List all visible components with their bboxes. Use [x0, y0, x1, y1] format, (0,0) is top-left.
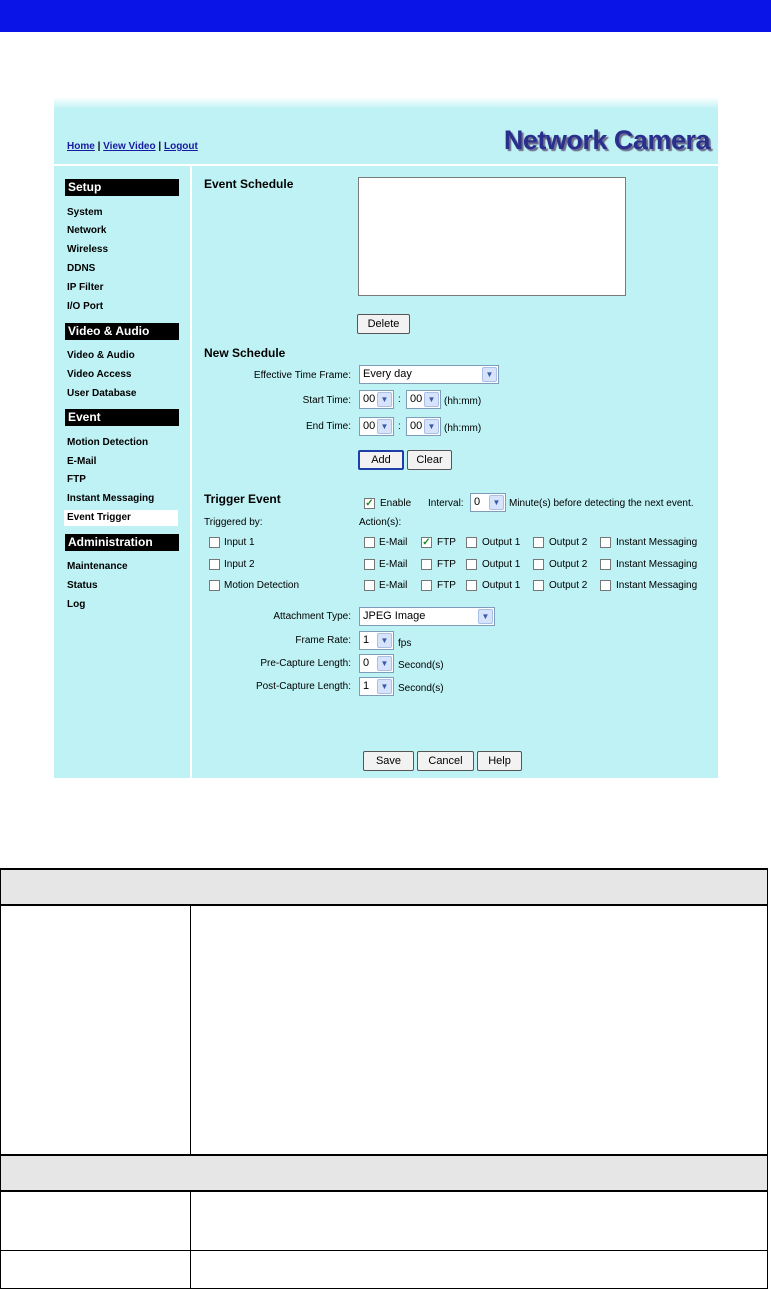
enable-label: Enable — [380, 498, 412, 509]
input2-output1-checkbox[interactable] — [466, 559, 477, 570]
sidebar-item-log[interactable]: Log — [67, 599, 86, 610]
view-video-link[interactable]: View Video — [103, 141, 156, 152]
post-capture-select[interactable]: 1 ▼ — [359, 677, 394, 696]
sidebar-item-instant-messaging[interactable]: Instant Messaging — [67, 493, 155, 504]
sidebar-item-event-trigger[interactable]: Event Trigger — [64, 510, 178, 526]
sidebar-item-video-audio[interactable]: Video & Audio — [67, 350, 135, 361]
sidebar-item-ddns[interactable]: DDNS — [67, 263, 96, 274]
frame-rate-select[interactable]: 1 ▼ — [359, 631, 394, 650]
enable-checkbox[interactable]: ✓ — [365, 498, 374, 509]
save-button[interactable]: Save — [363, 751, 414, 771]
actions-label: Action(s): — [359, 517, 402, 528]
input1-checkbox[interactable] — [209, 537, 220, 548]
sidebar-item-status[interactable]: Status — [67, 580, 98, 591]
input1-output2-checkbox[interactable] — [533, 537, 544, 548]
new-schedule-title: New Schedule — [204, 346, 286, 360]
top-nav: Home | View Video | Logout — [67, 141, 198, 152]
sidebar-item-maintenance[interactable]: Maintenance — [67, 561, 128, 572]
add-button[interactable]: Add — [358, 450, 404, 470]
motion-detection-checkbox[interactable] — [209, 580, 220, 591]
sidebar-heading-event: Event — [65, 409, 179, 426]
table-header-row — [1, 1155, 768, 1191]
motion-output1-checkbox[interactable] — [466, 580, 477, 591]
chevron-down-icon: ▼ — [377, 679, 392, 694]
motion-im-checkbox[interactable] — [600, 580, 611, 591]
document-table — [0, 868, 768, 1289]
interval-suffix: Minute(s) before detecting the next event. — [509, 498, 694, 509]
post-capture-unit: Second(s) — [398, 683, 444, 694]
attachment-type-select[interactable]: JPEG Image ▼ — [359, 607, 495, 626]
table-header-row — [1, 869, 768, 905]
sidebar-item-user-database[interactable]: User Database — [67, 388, 137, 399]
chevron-down-icon: ▼ — [478, 609, 493, 624]
end-time-format-hint: (hh:mm) — [444, 423, 482, 434]
motion-output2-checkbox[interactable] — [533, 580, 544, 591]
pre-capture-label: Pre-Capture Length: — [260, 658, 351, 669]
start-hour-select[interactable]: 00 ▼ — [359, 390, 394, 409]
motion-detection-label: Motion Detection — [224, 580, 300, 591]
input1-output1-checkbox[interactable] — [466, 537, 477, 548]
chevron-down-icon: ▼ — [377, 656, 392, 671]
input2-ftp-checkbox[interactable] — [421, 559, 432, 570]
table-row — [1, 1191, 768, 1250]
input2-label: Input 2 — [224, 559, 255, 570]
input1-im-checkbox[interactable] — [600, 537, 611, 548]
fps-label: fps — [398, 638, 412, 649]
interval-select[interactable]: 0 ▼ — [470, 493, 506, 512]
end-minute-select[interactable]: 00 ▼ — [406, 417, 441, 436]
sidebar-heading-administration: Administration — [65, 534, 179, 551]
input1-ftp-checkbox[interactable]: ✓ — [422, 537, 431, 548]
post-capture-label: Post-Capture Length: — [255, 681, 351, 692]
chevron-down-icon: ▼ — [424, 419, 439, 434]
sidebar-item-wireless[interactable]: Wireless — [67, 244, 109, 255]
sidebar-divider — [190, 166, 192, 778]
sidebar-item-network[interactable]: Network — [67, 225, 107, 236]
camera-web-ui: Home | View Video | Logout Network Camera Setup System Network Wireless DDNS IP Filter I/O Port Video & Audio Video & Audio Video Access User Database Event Motion Detection E-Mail FTP Instant Messaging Event Trigger Administration Maintenance Status Log Event Schedule Delete New Schedule Effective Time Frame: Every day ▼ Start Time: 00 ▼ : 00 ▼ (hh:mm) End Time: 00 ▼ : 00 ▼ (hh:mm) Add Clear Trigger Event ✓ Enable Interval: 0 ▼ Minute(s) before detecting the next event. Triggered by: Action(s): Input 1 E-Mail ✓ FTP Output 1 Output 2 Instant Messaging Input 2 E-Mail FTP Output 1 Output 2 Instant Messaging Motion Detection E-Mail FTP Output 1 Output 2 Instant Messaging Attachment Type: JPEG Image ▼ Frame Rate: 1 ▼ fps Pre-Capture Length: 0 ▼ Second(s) Post-Capture Length: 1 ▼ Second(s) Save Cancel Help — [54, 97, 718, 778]
end-time-label: End Time: — [305, 421, 351, 432]
start-time-label: Start Time: — [302, 395, 351, 406]
pre-capture-unit: Second(s) — [398, 660, 444, 671]
sidebar-heading-video-audio: Video & Audio — [65, 323, 179, 340]
pre-capture-select[interactable]: 0 ▼ — [359, 654, 394, 673]
chevron-down-icon: ▼ — [424, 392, 439, 407]
chevron-down-icon: ▼ — [482, 367, 497, 382]
end-hour-select[interactable]: 00 ▼ — [359, 417, 394, 436]
input2-email-checkbox[interactable] — [364, 559, 375, 570]
chevron-down-icon: ▼ — [377, 419, 392, 434]
delete-button[interactable]: Delete — [357, 314, 410, 334]
start-minute-select[interactable]: 00 ▼ — [406, 390, 441, 409]
table-row — [1, 905, 768, 1155]
sidebar-item-io-port[interactable]: I/O Port — [67, 301, 104, 312]
chevron-down-icon: ▼ — [377, 392, 392, 407]
effective-time-frame-select[interactable]: Every day ▼ — [359, 365, 499, 384]
logout-link[interactable]: Logout — [163, 141, 198, 152]
top-banner — [0, 0, 771, 32]
trigger-event-title: Trigger Event — [204, 492, 281, 506]
start-time-format-hint: (hh:mm) — [444, 396, 482, 407]
network-camera-logo: Network Camera — [503, 125, 710, 155]
event-schedule-list[interactable] — [358, 177, 626, 296]
sidebar-item-system[interactable]: System — [67, 207, 103, 218]
help-button[interactable]: Help — [477, 751, 522, 771]
sidebar-heading-setup: Setup — [65, 179, 179, 196]
frame-rate-label: Frame Rate: — [295, 635, 351, 646]
sidebar-item-ftp[interactable]: FTP — [67, 474, 86, 485]
effective-time-frame-label: Effective Time Frame: — [253, 370, 351, 381]
input2-output2-checkbox[interactable] — [533, 559, 544, 570]
input1-label: Input 1 — [224, 537, 255, 548]
home-link[interactable]: Home — [67, 141, 95, 152]
triggered-by-label: Triggered by: — [204, 517, 263, 528]
input1-email-checkbox[interactable] — [364, 537, 375, 548]
input2-im-checkbox[interactable] — [600, 559, 611, 570]
chevron-down-icon: ▼ — [489, 495, 504, 510]
input2-checkbox[interactable] — [209, 559, 220, 570]
cancel-button[interactable]: Cancel — [417, 751, 474, 771]
event-schedule-title: Event Schedule — [204, 177, 294, 191]
sidebar-item-motion-detection[interactable]: Motion Detection — [67, 437, 149, 448]
table-row — [1, 1250, 768, 1288]
chevron-down-icon: ▼ — [377, 633, 392, 648]
clear-button[interactable]: Clear — [407, 450, 452, 470]
motion-email-checkbox[interactable] — [364, 580, 375, 591]
motion-ftp-checkbox[interactable] — [421, 580, 432, 591]
sidebar-item-email[interactable]: E-Mail — [67, 456, 97, 467]
attachment-type-label: Attachment Type: — [273, 611, 351, 622]
sidebar-item-video-access[interactable]: Video Access — [67, 369, 132, 380]
header-divider — [54, 164, 718, 166]
sidebar-item-ip-filter[interactable]: IP Filter — [67, 282, 104, 293]
interval-label: Interval: — [428, 498, 464, 509]
